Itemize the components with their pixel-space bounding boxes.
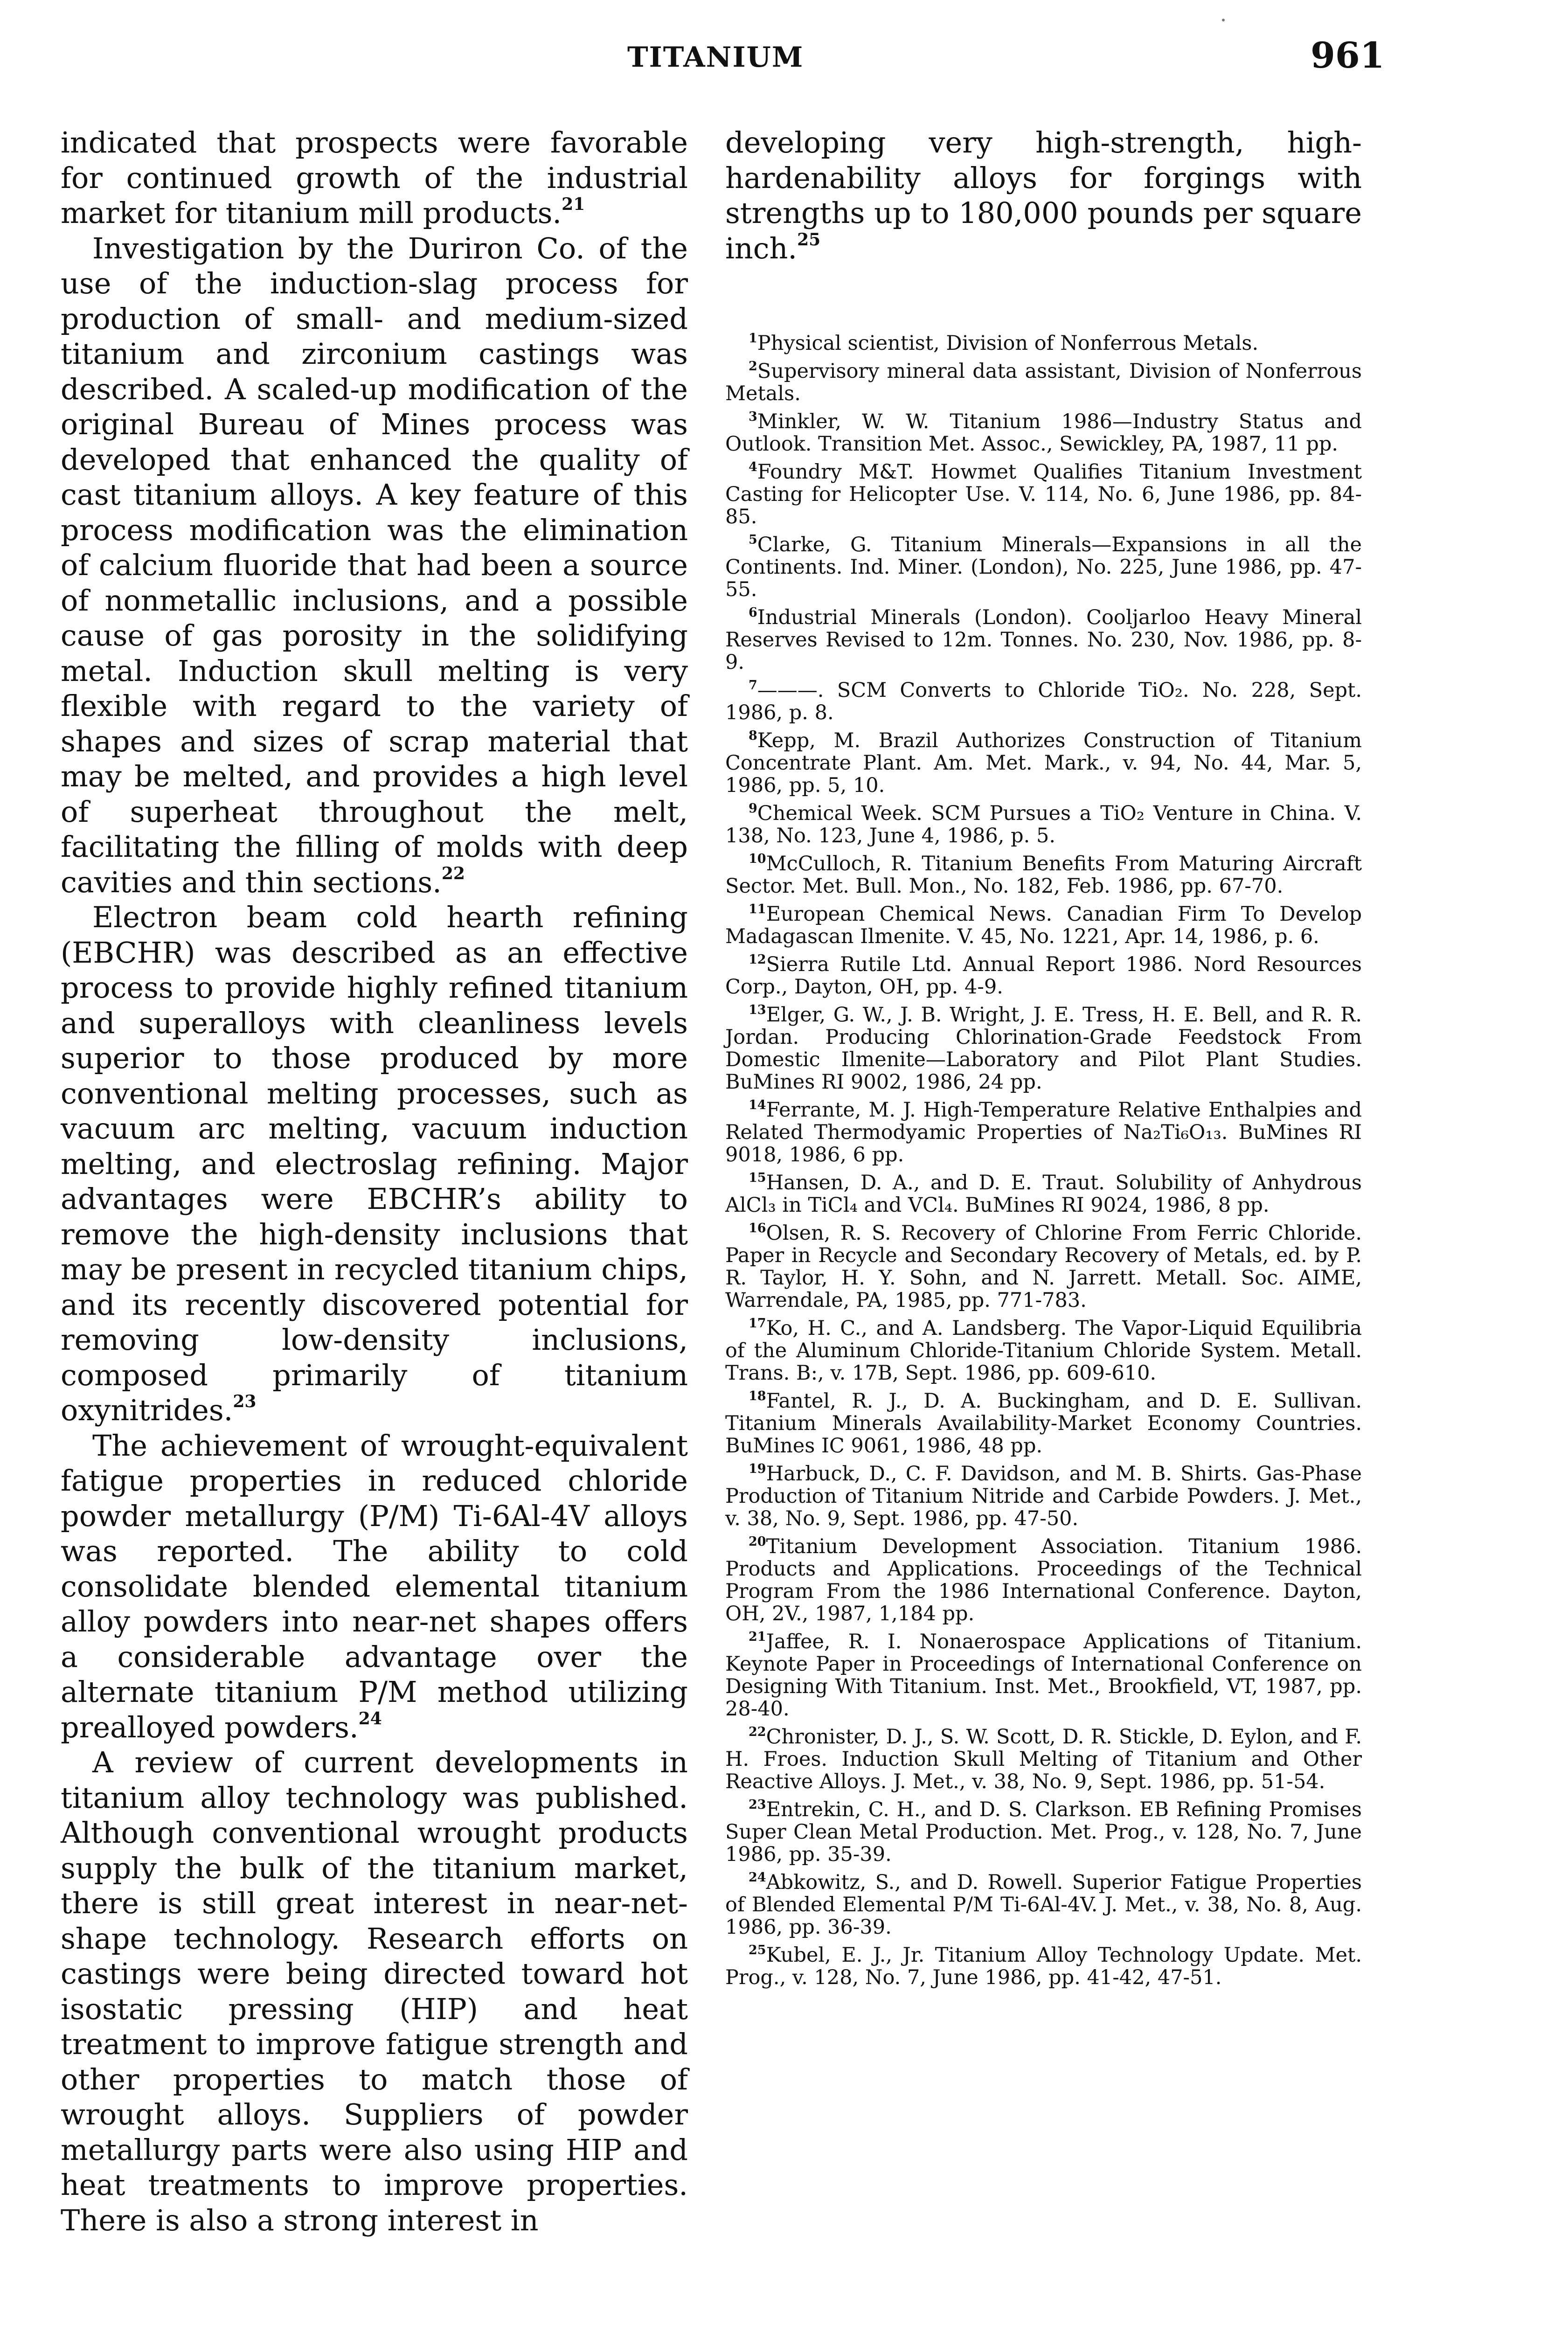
footnote-number: 12 xyxy=(749,952,766,967)
footnote-number: 21 xyxy=(749,1630,766,1644)
footnote-text: Jaffee, R. I. Nonaerospace Applications of Titanium. Keynote Paper in Proceedings of International Conference on Designing With Titanium. Inst. Met., Brookfield, VT, 1987, pp. 28-40. xyxy=(725,1630,1362,1721)
footnote-number: 5 xyxy=(749,533,757,547)
footnote-number: 14 xyxy=(749,1098,766,1112)
paragraph-text: developing very high-strength, high-hardenability alloys for forgings with strengths up to 180,000 pounds per square inch. xyxy=(725,125,1362,265)
footnote xyxy=(725,1463,1362,1535)
footnote xyxy=(725,1726,1362,1798)
footnote-number: 9 xyxy=(749,801,757,816)
running-title: TITANIUM xyxy=(627,41,804,74)
footnote-number: 11 xyxy=(749,902,766,916)
footnote xyxy=(725,461,1362,534)
footnote-number: 13 xyxy=(749,1003,766,1017)
footnote-text: Chronister, D. J., S. W. Scott, D. R. Stickle, D. Eylon, and F. H. Froes. Induction Skull Melting of Titanium and Other Reactive Alloys. J. Met., v. 38, No. 9, Sept. 1986, pp. 51-54. xyxy=(725,1725,1362,1793)
footnote xyxy=(725,332,1362,360)
citation-ref: 21 xyxy=(562,194,585,214)
footnote xyxy=(725,853,1362,903)
footnote-text: ———. SCM Converts to Chloride TiO₂. No. 228, Sept. 1986, p. 8. xyxy=(725,679,1362,724)
footnote-number: 18 xyxy=(749,1389,766,1403)
footnote-text: Kepp, M. Brazil Authorizes Construction of Titanium Concentrate Plant. Am. Met. Mark., v. 94, No. 44, Mar. 5, 1986, pp. 5, 10. xyxy=(725,729,1362,797)
footnote xyxy=(725,1944,1362,1994)
footnote-text: Hansen, D. A., and D. E. Traut. Solubility of Anhydrous AlCl₃ in TiCl₄ and VCl₄. BuMines RI 9024, 1986, 8 pp. xyxy=(725,1171,1362,1217)
footnote xyxy=(725,1798,1362,1871)
footnote-number: 6 xyxy=(749,605,757,620)
right-column xyxy=(725,125,1362,1994)
paragraph-text: A review of current developments in titanium alloy technology was published. Although conventional wrought products supply the bulk of the titanium market, there is still great interest in near-net-shape technology. Research efforts on castings were being directed toward hot isostatic pressing (HIP) and heat treatment to improve fatigue strength and other properties to match those of wrought alloys. Suppliers of powder metallurgy parts were also using HIP and heat treatments to improve properties. There is also a strong interest in xyxy=(61,1745,688,2237)
footnote xyxy=(725,1390,1362,1463)
footnote xyxy=(725,802,1362,853)
scan-speck xyxy=(1222,19,1225,21)
footnote-number: 8 xyxy=(749,729,757,743)
citation-ref: 22 xyxy=(441,863,465,883)
footnote-text: Foundry M&T. Howmet Qualifies Titanium Investment Casting for Helicopter Use. V. 114, No. 6, June 1986, pp. 84-85. xyxy=(725,460,1362,528)
footnote-text: Physical scientist, Division of Nonferrous Metals. xyxy=(757,332,1259,355)
footnote xyxy=(725,953,1362,1004)
footnote-text: Abkowitz, S., and D. Rowell. Superior Fatigue Properties of Blended Elemental P/M Ti-6Al-4V. J. Met., v. 38, No. 8, Aug. 1986, pp. 36-39. xyxy=(725,1871,1362,1939)
footnote-number: 25 xyxy=(749,1943,766,1957)
paragraph xyxy=(61,125,688,231)
paragraph xyxy=(61,231,688,900)
paragraph-text: The achievement of wrought-equivalent fatigue properties in reduced chloride powder metallurgy (P/M) Ti-6Al-4V alloys was reported. The ability to cold consolidate blended elemental titanium alloy powders into near-net shapes offers a considerable advantage over the alternate titanium P/M method utilizing prealloyed powders. xyxy=(61,1428,688,1744)
paragraph xyxy=(61,1428,688,1745)
footnote-number: 3 xyxy=(749,409,757,424)
footnote-text: Titanium Development Association. Titanium 1986. Products and Applications. Proceedings of the Technical Program From the 1986 International Conference. Dayton, OH, 2V., 1987, 1,184 pp. xyxy=(725,1535,1362,1625)
footnote-number: 24 xyxy=(749,1870,766,1885)
footnote-number: 10 xyxy=(749,852,766,866)
page-number: 961 xyxy=(1311,35,1385,76)
footnote xyxy=(725,679,1362,729)
citation-ref: 25 xyxy=(797,229,821,250)
footnote xyxy=(725,1631,1362,1726)
footnote-number: 1 xyxy=(749,331,757,346)
paragraph-text: Investigation by the Duriron Co. of the use of the induction-slag process for production of small- and medium-sized titanium and zirconium castings was described. A scaled-up modification of the original Bureau of Mines process was developed that enhanced the quality of cast titanium alloys. A key feature of this process modification was the elimination of calcium fluoride that had been a source of nonmetallic inclusions, and a possible cause of gas porosity in the solidifying metal. Induction skull melting is very flexible with regard to the variety of shapes and sizes of scrap material that may be melted, and provides a high level of superheat throughout the melt, facilitating the filling of molds with deep cavities and thin sections. xyxy=(61,231,688,899)
footnote-text: Harbuck, D., C. F. Davidson, and M. B. Shirts. Gas-Phase Production of Titanium Nitride and Carbide Powders. J. Met., v. 38, No. 9, Sept. 1986, pp. 47-50. xyxy=(725,1462,1362,1530)
footnote-number: 16 xyxy=(749,1221,766,1235)
footnote-text: Clarke, G. Titanium Minerals—Expansions in all the Continents. Ind. Miner. (London), No. 225, June 1986, pp. 47-55. xyxy=(725,533,1362,601)
paragraph xyxy=(61,1745,688,2238)
footnote-text: Elger, G. W., J. B. Wright, J. E. Tress, H. E. Bell, and R. R. Jordan. Producing Chlorination-Grade Feedstock From Domestic Ilmenite—Laboratory and Pilot Plant Studies. BuMines RI 9002, 1986, 24 pp. xyxy=(725,1003,1362,1094)
page-header xyxy=(0,35,1568,83)
footnote-number: 20 xyxy=(749,1534,766,1549)
footnote xyxy=(725,606,1362,679)
footnote xyxy=(725,903,1362,953)
footnote-number: 22 xyxy=(749,1725,766,1739)
footnote xyxy=(725,1535,1362,1631)
footnote-number: 17 xyxy=(749,1316,766,1331)
footnote-text: Ferrante, M. J. High-Temperature Relative Enthalpies and Related Thermodyamic Properties of Na₂Ti₆O₁₃. BuMines RI 9018, 1986, 6 pp. xyxy=(725,1098,1362,1166)
footnote-text: Fantel, R. J., D. A. Buckingham, and D. E. Sullivan. Titanium Minerals Availability-Market Economy Countries. BuMines IC 9061, 1986, 48 pp. xyxy=(725,1389,1362,1458)
citation-ref: 24 xyxy=(358,1708,382,1728)
footnote-number: 7 xyxy=(749,678,757,693)
footnote-number: 4 xyxy=(749,460,757,474)
left-column xyxy=(61,125,688,2238)
footnote xyxy=(725,1222,1362,1317)
footnote xyxy=(725,360,1362,410)
footnote-number: 15 xyxy=(749,1171,766,1185)
footnote xyxy=(725,410,1362,461)
footnote-text: Ko, H. C., and A. Landsberg. The Vapor-Liquid Equilibria of the Aluminum Chloride-Titanium Chloride System. Metall. Trans. B:, v. 17B, Sept. 1986, pp. 609-610. xyxy=(725,1317,1362,1385)
continued-paragraph xyxy=(725,125,1362,266)
footnote-text: Olsen, R. S. Recovery of Chlorine From Ferric Chloride. Paper in Recycle and Secondary Recovery of Metals, ed. by P. R. Taylor, H. Y. Sohn, and N. Jarrett. Metall. Soc. AIME, Warrendale, PA, 1985, pp. 771-783. xyxy=(725,1222,1362,1312)
footnote xyxy=(725,1871,1362,1944)
footnote-text: Minkler, W. W. Titanium 1986—Industry Status and Outlook. Transition Met. Assoc., Sewickley, PA, 1987, 11 pp. xyxy=(725,410,1362,456)
footnote-number: 2 xyxy=(749,359,757,374)
footnote xyxy=(725,1099,1362,1172)
citation-ref: 23 xyxy=(233,1392,257,1411)
footnote xyxy=(725,1004,1362,1099)
paragraph-text: indicated that prospects were favorable for continued growth of the industrial market for titanium mill products. xyxy=(61,125,688,230)
footnote-text: McCulloch, R. Titanium Benefits From Maturing Aircraft Sector. Met. Bull. Mon., No. 182, Feb. 1986, pp. 67-70. xyxy=(725,852,1362,898)
paragraph-text: Electron beam cold hearth refining (EBCHR) was described as an effective process to provide highly refined titanium and superalloys with cleanliness levels superior to those produced by more conventional melting processes, such as vacuum arc melting, vacuum induction melting, and electroslag refining. Major advantages were EBCHR’s ability to remove the high-density inclusions that may be present in recycled titanium chips, and its recently discovered potential for removing low-density inclusions, composed primarily of titanium oxynitrides. xyxy=(61,900,688,1427)
footnote-text: Sierra Rutile Ltd. Annual Report 1986. Nord Resources Corp., Dayton, OH, pp. 4-9. xyxy=(725,953,1362,999)
footnote-number: 19 xyxy=(749,1462,766,1476)
footnote-number: 23 xyxy=(749,1798,766,1812)
footnote-text: Industrial Minerals (London). Cooljarloo Heavy Mineral Reserves Revised to 12m. Tonnes. No. 230, Nov. 1986, pp. 8-9. xyxy=(725,606,1362,674)
paragraph xyxy=(61,900,688,1428)
footnote-text: Kubel, E. J., Jr. Titanium Alloy Technology Update. Met. Prog., v. 128, No. 7, June 1986, pp. 41-42, 47-51. xyxy=(725,1943,1362,1989)
footnote xyxy=(725,534,1362,606)
footnote xyxy=(725,1317,1362,1390)
footnote-text: Supervisory mineral data assistant, Division of Nonferrous Metals. xyxy=(725,360,1362,405)
footnotes xyxy=(725,332,1362,1994)
footnote-text: Chemical Week. SCM Pursues a TiO₂ Venture in China. V. 138, No. 123, June 4, 1986, p. 5. xyxy=(725,802,1362,847)
footnote xyxy=(725,729,1362,802)
footnote-text: European Chemical News. Canadian Firm To Develop Madagascan Ilmenite. V. 45, No. 1221, Apr. 14, 1986, p. 6. xyxy=(725,902,1362,948)
footnote-text: Entrekin, C. H., and D. S. Clarkson. EB Refining Promises Super Clean Metal Production. Met. Prog., v. 128, No. 7, June 1986, pp. 35-39. xyxy=(725,1798,1362,1866)
footnote xyxy=(725,1172,1362,1222)
